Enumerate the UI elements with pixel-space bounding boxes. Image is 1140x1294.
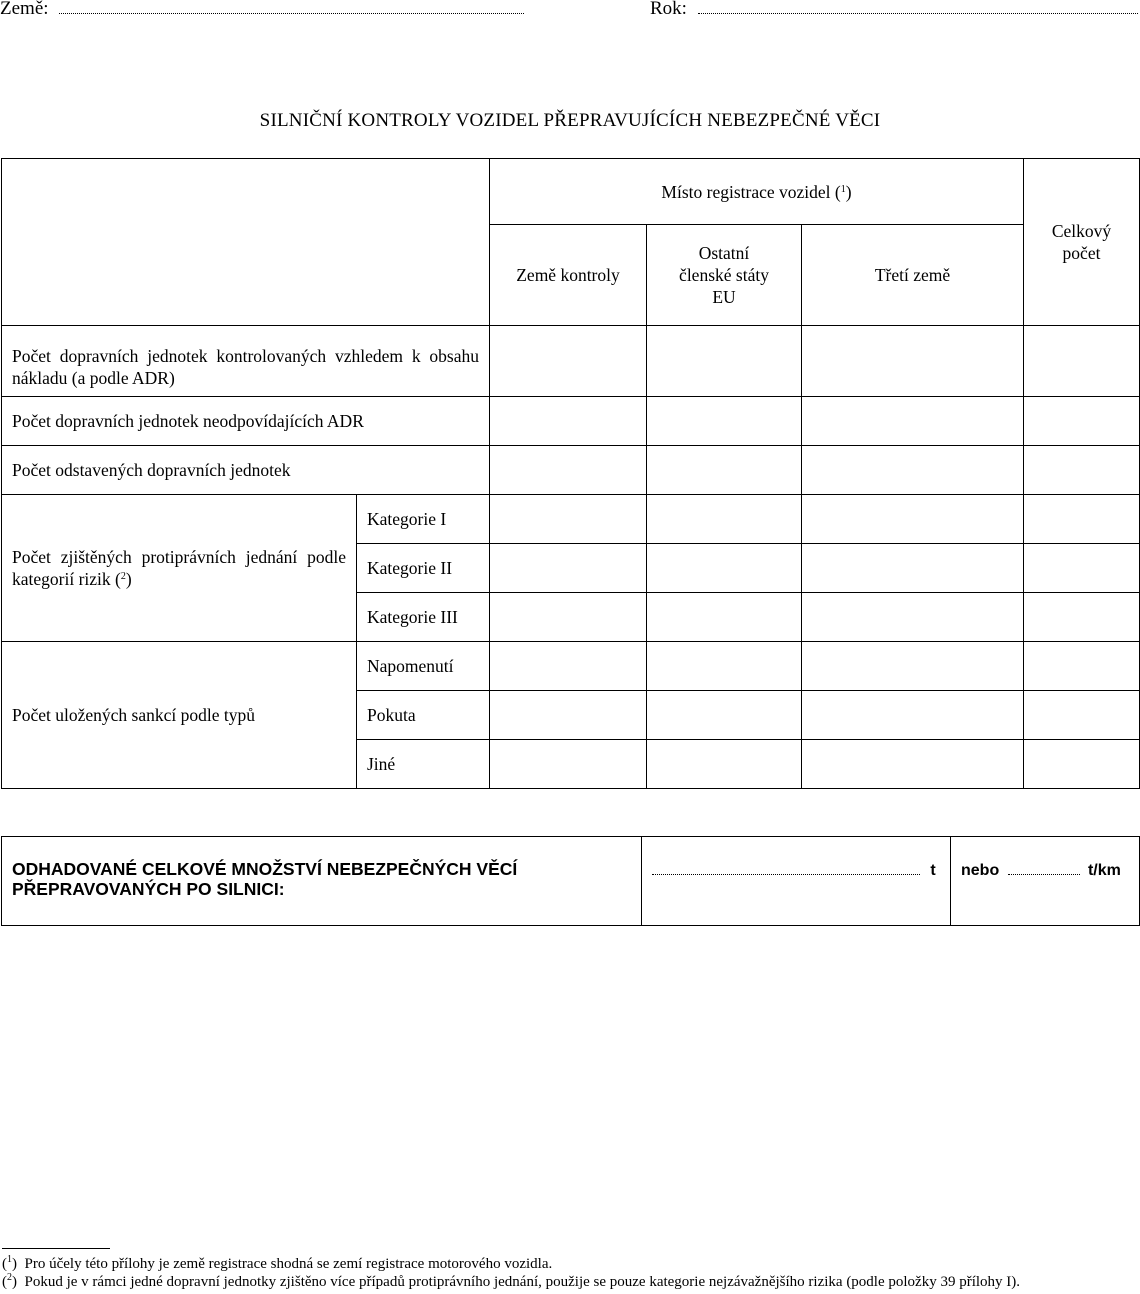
cell-input[interactable] [802, 397, 1024, 446]
cell-input[interactable] [1024, 642, 1140, 691]
header-corner-cell [2, 159, 490, 326]
cell-input[interactable] [490, 446, 647, 495]
cell-input[interactable] [1024, 397, 1140, 446]
cell-input[interactable] [490, 326, 647, 397]
pen-fine-label: Pokuta [357, 691, 490, 740]
cell-input[interactable] [490, 593, 647, 642]
cell-input[interactable] [490, 397, 647, 446]
year-blank[interactable] [698, 0, 1138, 14]
cell-input[interactable] [1024, 326, 1140, 397]
cat1-label: Kategorie I [357, 495, 490, 544]
inspection-table [1, 158, 1140, 789]
col-total-header: Celkový počet [1024, 159, 1140, 326]
footnote-ref-2: 2 [120, 571, 126, 582]
cell-input[interactable] [647, 691, 802, 740]
unit-t: t [930, 862, 936, 879]
cell-input[interactable] [1024, 495, 1140, 544]
registration-header: Místo registrace vozidel ($^1$) [490, 159, 1024, 225]
row-checked [2, 326, 1140, 397]
row-noncompliant [2, 397, 1140, 446]
col-other-eu-text: Ostatní členské státy EU [679, 243, 769, 307]
cell-input[interactable] [647, 544, 802, 593]
cell-input[interactable] [802, 544, 1024, 593]
estimate-tkm-cell [951, 837, 1140, 926]
estimate-tonnes-cell [642, 837, 951, 926]
country-blank[interactable] [59, 0, 524, 14]
unit-tkm: t/km [1087, 862, 1121, 879]
cell-input[interactable] [647, 397, 802, 446]
row-immobilised [2, 446, 1140, 495]
document-title: SILNIČNÍ KONTROLY VOZIDEL PŘEPRAVUJÍCÍCH NEBEZPEČNÉ VĚCI [259, 110, 881, 131]
row-noncompliant-label: Počet dopravních jednotek neodpovídajících ADR [2, 397, 490, 446]
footnote-ref-1: 1 [840, 183, 846, 195]
cell-input[interactable] [490, 642, 647, 691]
cell-input[interactable] [647, 326, 802, 397]
estimate-table [1, 836, 1140, 926]
country-label: Země: [0, 0, 49, 19]
year-label: Rok: [650, 0, 687, 19]
cat3-label: Kategorie III [357, 593, 490, 642]
cell-input[interactable] [802, 495, 1024, 544]
country-field [0, 0, 524, 20]
cell-input[interactable] [490, 691, 647, 740]
cell-input[interactable] [647, 642, 802, 691]
footnote-1: ($^1$) Pro účely této přílohy je země registrace shodná se zemí registrace motorového vozidla. [2, 1254, 553, 1272]
footnote-1-ref: 1 [7, 1254, 12, 1265]
cell-input[interactable] [1024, 593, 1140, 642]
cell-input[interactable] [490, 495, 647, 544]
row-penalties-warning [2, 642, 1140, 691]
cell-input[interactable] [1024, 691, 1140, 740]
cell-input[interactable] [802, 642, 1024, 691]
pen-other-label: Jiné [357, 740, 490, 789]
footnote-1-text: Pro účely této přílohy je země registrace shodná se zemí registrace motorového vozidla. [24, 1256, 553, 1272]
cell-input[interactable] [647, 446, 802, 495]
row-infringements-cat1 [2, 495, 1140, 544]
registration-header-text: Místo registrace vozidel [661, 181, 831, 202]
footnote-2-text: Pokud je v rámci jedné dopravní jednotky zjištěno více případů protiprávního jednání, použije se pouze kategorie nejzávažnějšího rizika (podle položky 39 přílohy I). [24, 1274, 1021, 1290]
estimate-row [2, 837, 1140, 926]
cell-input[interactable] [802, 691, 1024, 740]
row-infringements-label: Počet zjištěných protiprávních jednání podle kategorií rizik ($^2$) [2, 495, 357, 642]
header-row-1 [2, 159, 1140, 225]
row-infringements-text: Počet zjištěných protiprávních jednání podle kategorií rizik [12, 547, 346, 589]
col-country-header: Země kontroly [490, 225, 647, 326]
cell-input[interactable] [1024, 446, 1140, 495]
or-label: nebo [961, 862, 1000, 879]
footnote-2: ($^2$) Pokud je v rámci jedné dopravní jednotky zjištěno více případů protiprávního jednání, použije se pouze kategorie nejzávažnějšího rizika (podle položky 39 přílohy I). [2, 1272, 1021, 1290]
year-field [650, 0, 1138, 20]
estimate-label: ODHADOVANÉ CELKOVÉ MNOŽSTVÍ NEBEZPEČNÝCH VĚCÍ PŘEPRAVOVANÝCH PO SILNICI: [2, 837, 642, 926]
row-penalties-label: Počet uložených sankcí podle typů [2, 642, 357, 789]
cell-input[interactable] [490, 740, 647, 789]
col-third-header: Třetí země [802, 225, 1024, 326]
cell-input[interactable] [490, 544, 647, 593]
cell-input[interactable] [802, 593, 1024, 642]
pen-warning-label: Napomenutí [357, 642, 490, 691]
col-other-eu-header [647, 225, 802, 326]
row-immobilised-label: Počet odstavených dopravních jednotek [2, 446, 490, 495]
cell-input[interactable] [1024, 740, 1140, 789]
cell-input[interactable] [1024, 544, 1140, 593]
cat2-label: Kategorie II [357, 544, 490, 593]
cell-input[interactable] [647, 740, 802, 789]
cell-input[interactable] [802, 326, 1024, 397]
footnote-2-ref: 2 [7, 1272, 12, 1283]
cell-input[interactable] [802, 446, 1024, 495]
cell-input[interactable] [802, 740, 1024, 789]
cell-input[interactable] [647, 593, 802, 642]
cell-input[interactable] [647, 495, 802, 544]
estimate-tkm-blank[interactable] [1008, 860, 1080, 875]
estimate-tonnes-blank[interactable] [652, 860, 920, 875]
row-checked-label: Počet dopravních jednotek kontrolovaných vzhledem k obsahu nákladu (a podle ADR) [2, 326, 490, 397]
footnote-divider [2, 1248, 110, 1249]
